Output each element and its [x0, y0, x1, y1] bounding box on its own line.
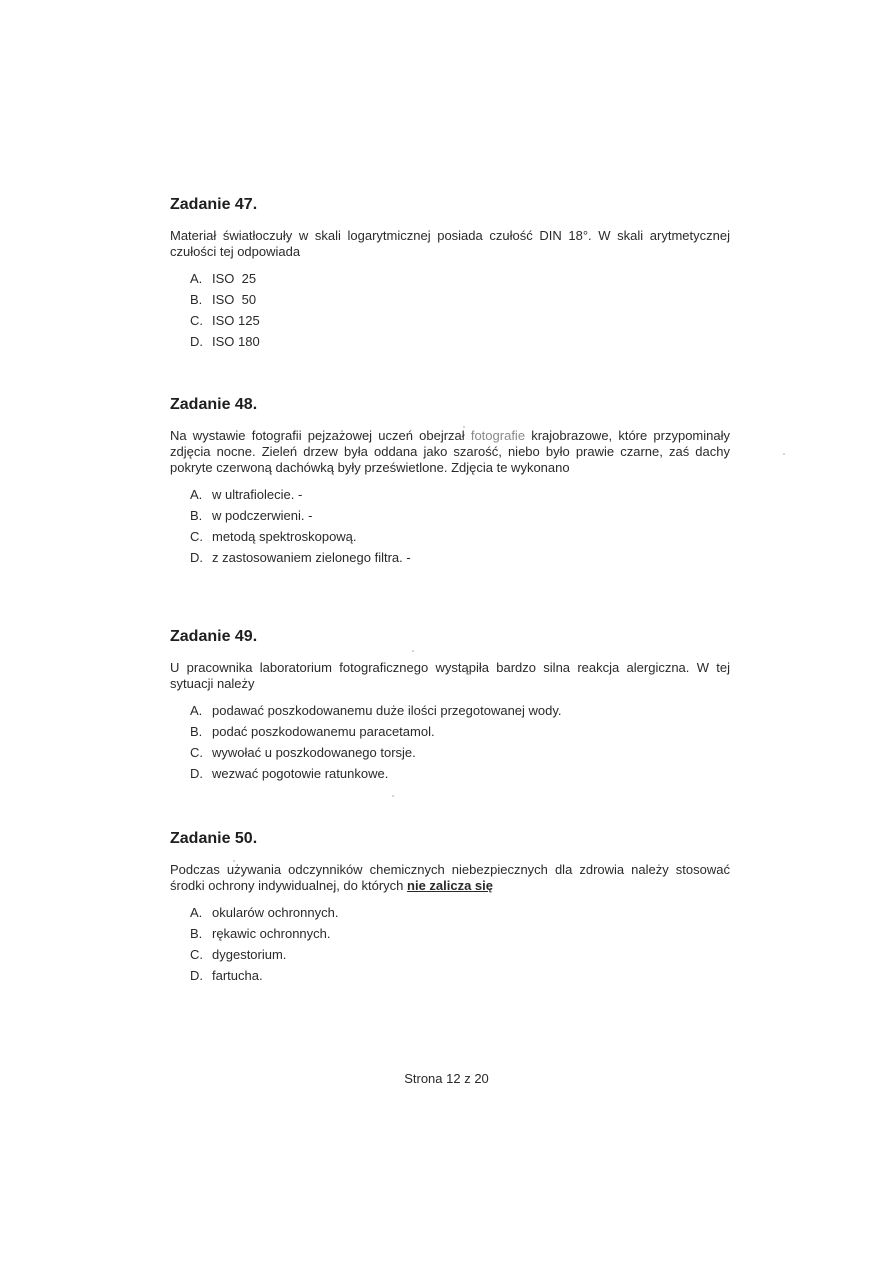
- option-text: wywołać u poszkodowanego torsje.: [212, 745, 416, 760]
- task-stem: [170, 862, 730, 894]
- option-text: podawać poszkodowanemu duże ilości przegotowanej wody.: [212, 703, 562, 718]
- option-a: [190, 268, 730, 289]
- option-text: wezwać pogotowie ratunkowe.: [212, 766, 389, 781]
- task-47: [170, 196, 730, 352]
- answer-options: [170, 902, 730, 986]
- stem-emphasis: nie zalicza się: [407, 878, 494, 893]
- task-stem: [170, 428, 730, 476]
- answer-options: [170, 484, 730, 568]
- option-d: [190, 547, 730, 568]
- option-c: [190, 742, 730, 763]
- option-letter: B.: [190, 926, 203, 941]
- option-text: ISO 50: [212, 292, 257, 307]
- task-49: [170, 628, 730, 784]
- option-letter: B.: [190, 724, 203, 739]
- option-b: [190, 923, 730, 944]
- option-c: [190, 526, 730, 547]
- option-text: podać poszkodowanemu paracetamol.: [212, 724, 435, 739]
- option-letter: C.: [190, 745, 203, 760]
- task-title: Zadanie 50.: [170, 830, 258, 847]
- option-text: w ultrafiolecie. -: [212, 487, 303, 502]
- option-letter: D.: [190, 766, 203, 781]
- stem-part-1: Podczas używania odczynników chemicznych niebezpiecznych dla zdrowia należy stosować środki ochrony indywidualnej, do których: [170, 862, 730, 893]
- option-c: [190, 310, 730, 331]
- option-text: dygestorium.: [212, 947, 287, 962]
- option-letter: A.: [190, 271, 203, 286]
- option-a: [190, 700, 730, 721]
- option-text: ISO 25: [212, 271, 257, 286]
- answer-options: [170, 268, 730, 352]
- scan-speck: [412, 650, 414, 652]
- option-c: [190, 944, 730, 965]
- option-text: ISO 180: [212, 334, 260, 349]
- scan-speck: [783, 453, 785, 455]
- option-b: [190, 289, 730, 310]
- option-letter: C.: [190, 313, 203, 328]
- scan-speck: [233, 860, 235, 862]
- task-title: Zadanie 48.: [170, 396, 258, 413]
- task-stem: U pracownika laboratorium fotograficznego wystąpiła bardzo silna reakcja alergiczna. W tej sytuacji należy: [170, 660, 730, 691]
- option-letter: A.: [190, 487, 203, 502]
- option-letter: A.: [190, 905, 203, 920]
- task-stem: Materiał światłoczuły w skali logarytmicznej posiada czułość DIN 18°. W skali arytmetycznej czułości tej odpowiada: [170, 228, 730, 259]
- scan-speck: [392, 795, 394, 797]
- option-text: w podczerwieni. -: [212, 508, 313, 523]
- option-letter: D.: [190, 550, 203, 565]
- option-letter: C.: [190, 947, 203, 962]
- stem-faded-word: fotografie: [470, 428, 526, 443]
- page-number: Strona 12 z 20: [404, 1071, 489, 1086]
- answer-options: [170, 700, 730, 784]
- option-b: [190, 721, 730, 742]
- task-title: Zadanie 49.: [170, 628, 258, 645]
- option-text: rękawic ochronnych.: [212, 926, 331, 941]
- option-b: [190, 505, 730, 526]
- task-50: [170, 830, 730, 986]
- stem-part-1: Na wystawie fotografii pejzażowej uczeń obejrzał: [170, 428, 471, 443]
- option-text: ISO 125: [212, 313, 260, 328]
- option-a: [190, 484, 730, 505]
- option-text: z zastosowaniem zielonego filtra. -: [212, 550, 411, 565]
- option-letter: B.: [190, 292, 203, 307]
- option-letter: B.: [190, 508, 203, 523]
- option-d: [190, 763, 730, 784]
- option-a: [190, 902, 730, 923]
- option-text: fartucha.: [212, 968, 263, 983]
- option-text: metodą spektroskopową.: [212, 529, 357, 544]
- task-48: [170, 396, 730, 568]
- task-title: Zadanie 47.: [170, 196, 258, 213]
- option-d: [190, 965, 730, 986]
- scan-speck: [463, 426, 465, 428]
- option-letter: D.: [190, 968, 203, 983]
- option-text: okularów ochronnych.: [212, 905, 339, 920]
- stem-part-2: krajobrazowe, które przypominały zdjęcia nocne. Zieleń drzew była oddana jako szarość, niebo było prawie czarne, zaś dachy pokryte czerwoną dachówką były prześwietlone. Zdjęcia te wykonano: [170, 428, 731, 475]
- option-d: [190, 331, 730, 352]
- option-letter: C.: [190, 529, 203, 544]
- option-letter: D.: [190, 334, 203, 349]
- option-letter: A.: [190, 703, 203, 718]
